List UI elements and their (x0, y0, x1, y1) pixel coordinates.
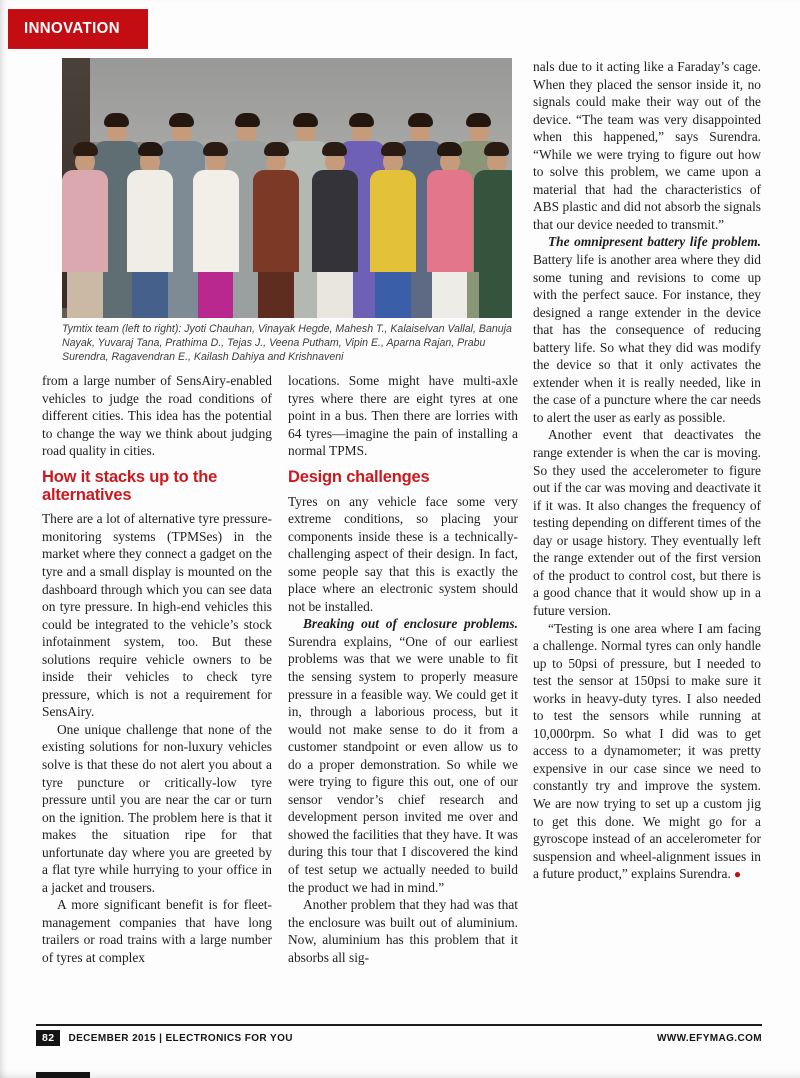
paragraph: from a large number of SensAiry-enabled vehicles to judge the road conditions of different cities. This idea has the potential to change the way we think about judging road quality in cities. (42, 373, 272, 459)
article-lower-columns (42, 372, 518, 1020)
person-figure (62, 142, 108, 318)
photo-caption: Tymtix team (left to right): Jyoti Chauhan, Vinayak Hegde, Mahesh T., Kalaiselvan Vallal, Banuja Nayak, Yuvaraj Tana, Prathima D., Tejas J., Veena Putham, Vipin E., Aparna Rajan, Prabu Surendra, Ragavendran E., Kailash Dahiya and Krishnaveni (62, 323, 512, 363)
footer-rule (36, 1024, 762, 1026)
person-figure (370, 142, 416, 318)
paragraph: Another event that deactivates the range extender is when the car is moving. So they used the accelerometer to figure out if the car was moving and deactivate it if it was. It also changes the frequency of testing depending on different times of the day or usage history. They eventually left the range extender out of the first version of the product to control cost, but there is a good chance that it would show up in a future version. (533, 427, 761, 618)
footer (36, 1030, 762, 1046)
person-figure (253, 142, 299, 318)
article-column-right (533, 58, 761, 1020)
team-photo-people (62, 58, 512, 318)
person-figure (127, 142, 173, 318)
footer-issue-label: DECEMBER 2015 | ELECTRONICS FOR YOU (68, 1032, 293, 1044)
paragraph (288, 615, 518, 896)
scan-edge-mark (36, 1072, 90, 1078)
paragraph (533, 620, 761, 883)
paragraph: Tyres on any vehicle face some very extreme conditions, so placing your components inside these is a technically-challenging aspect of their design. In fact, some people say that this is exactly the place where an electronic system should not be installed. (288, 493, 518, 614)
paragraph: One unique challenge that none of the existing solutions for non-luxury vehicles solve is that these do not alert you about a tyre puncture or critically-low tyre pressure until you are near the car or turn on the ignition. The problem here is that it makes the situation ripe for that unfortunate day where you are greeted by a flat tyre while hurrying to your office in a jacket and trousers. (42, 721, 272, 895)
paragraph: nals due to it acting like a Faraday’s cage. When they placed the sensor inside it, no signals could make their way out of the device. “The team was very disappointed when this happened,” says Surendra. “While we were trying to figure out how to solve this problem, we came upon a material that had the characteristics of ABS plastic and did not absorb the signals that our device needed to transmit.” (533, 59, 761, 232)
person-figure (193, 142, 239, 318)
paragraph: There are a lot of alternative tyre pressure-monitoring systems (TPMSes) in the market where they connect a gadget on the tyre and a small display is mounted on the dashboard through which you can see data on tyre pressure. In high-end vehicles this could be integrated to the vehicle’s stock infotainment system, too. But these solutions require vehicle owners to be inside their vehicles to check tyre pressure, which is not a requirement for SensAiry. (42, 511, 272, 720)
person-figure (312, 142, 358, 318)
run-in-heading: Breaking out of enclosure problems. (303, 616, 518, 632)
person-figure (427, 142, 473, 318)
subheading-design-challenges: Design challenges (288, 467, 430, 486)
article-column-left (42, 372, 272, 1020)
paragraph: Another problem that they had was that the enclosure was built out of aluminium. Now, aluminium has this problem that it absorbs all sig- (288, 897, 518, 965)
article-end-dot-icon: ● (733, 867, 742, 882)
footer-website: WWW.EFYMAG.COM (656, 1032, 762, 1044)
section-badge: INNOVATION (8, 9, 148, 49)
subheading-alternatives: How it stacks up to the alternatives (42, 467, 218, 504)
paragraph: A more significant benefit is for fleet-management companies that have long trailers or road trains with a large number of tyres at complex (42, 897, 272, 966)
paragraph-text: “Testing is one area where I am facing a challenge. Normal tyres can only handle up to 50psi of pressure, but I needed to test the sensor at 150psi to make sure it works in heavy-duty tyres. I also needed to test the sensors while running at 10,000rpm. So what I did was to get access to a dynamometer; it was pretty expensive in our case since we need to constantly try and improve the system. We are now trying to set up a custom jig to get this done. We might go for a gyroscope instead of an accelerometer for suspension and wheel-alignment issues in a future product,” explains Surendra. (533, 620, 761, 882)
run-in-heading: The omnipresent battery life problem. (548, 234, 761, 250)
team-photo (62, 58, 512, 318)
photo-block (62, 58, 512, 365)
paragraph: locations. Some might have multi-axle tyres where there are eight tyres at one point in a bus. Then there are lorries with 64 tyres—imagine the pain of installing a normal TPMS. (288, 373, 518, 459)
article-column-middle (288, 372, 518, 1020)
footer-issue-info (36, 1030, 293, 1046)
paragraph (533, 233, 761, 426)
person-figure (474, 142, 512, 318)
paragraph-text: Battery life is another area where they did some tuning and revisions to come up with the perfect sauce. For instance, they designed a range extender in the device that has the consequence of reducing battery life. So what they did was modify the device so that it only activates the extender when it is really needed, like in the case of a puncture where the car needs to alert the user as early as possible. (533, 252, 761, 425)
paragraph-text: Surendra explains, “One of our earliest problems was that we were unable to fit the sensing system to properly measure pressure in a feasible way. We could get it in, through a laborious process, but it would not make sense to do it from a customer standpoint or even allow us to do a proper demonstration. So while we were trying to figure this out, one of our sensor vendor’s chief research and development person invited me over and showed the facilities that they have. It was during this tour that I discovered the kind of test setup we actually needed to build the product we had in mind.” (288, 633, 518, 895)
page-number-badge: 82 (36, 1030, 60, 1046)
